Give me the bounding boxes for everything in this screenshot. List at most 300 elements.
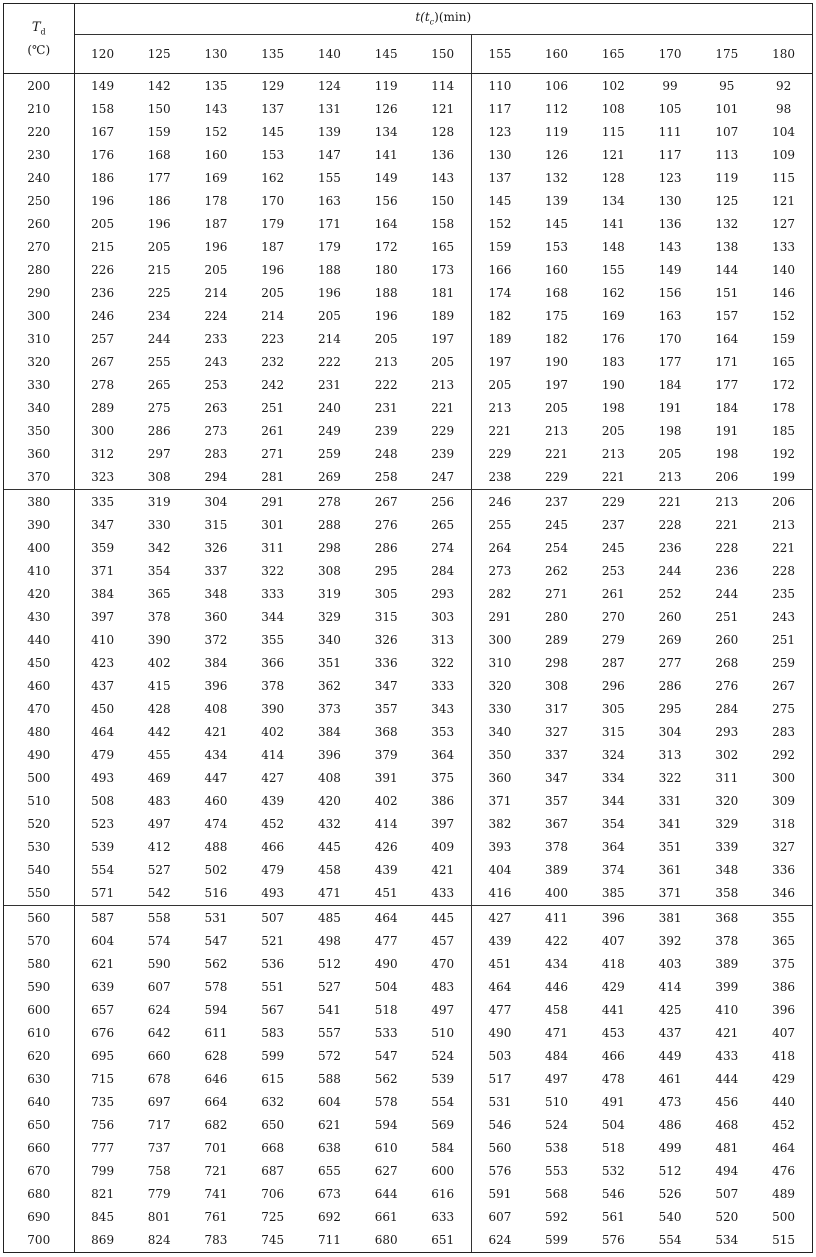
table-cell: 261 <box>261 423 285 438</box>
table-cell: 145 <box>261 124 285 139</box>
table-cell: 638 <box>317 1140 341 1155</box>
table-cell: 222 <box>317 354 341 369</box>
table-row <box>4 327 812 350</box>
table-cell: 115 <box>601 124 625 139</box>
table-cell: 177 <box>658 354 682 369</box>
table-cell: 354 <box>147 563 171 578</box>
table-cell: 628 <box>204 1048 228 1063</box>
table-cell: 368 <box>374 724 398 739</box>
table-cell: 604 <box>317 1094 341 1109</box>
table-cell: 129 <box>261 78 285 93</box>
table-cell: 291 <box>261 494 285 509</box>
table-cell: 214 <box>317 331 341 346</box>
table-cell: 488 <box>204 839 228 854</box>
table-cell: 444 <box>715 1071 739 1086</box>
table-cell: 331 <box>658 793 682 808</box>
table-cell: 102 <box>601 78 625 93</box>
table-cell: 153 <box>261 147 285 162</box>
table-cell: 158 <box>91 101 115 116</box>
table-cell: 139 <box>545 193 568 208</box>
table-cell: 229 <box>488 446 512 461</box>
table-cell: 251 <box>772 632 796 647</box>
table-cell: 196 <box>204 239 228 254</box>
row-header-td: 670 <box>4 1159 74 1182</box>
table-cell: 541 <box>317 1002 341 1017</box>
table-cell: 136 <box>658 216 682 231</box>
row-header-td: 700 <box>4 1228 74 1252</box>
table-cell: 478 <box>601 1071 625 1086</box>
table-cell: 165 <box>772 354 796 369</box>
table-cell: 253 <box>601 563 625 578</box>
table-cell: 163 <box>317 193 341 208</box>
table-cell: 410 <box>91 632 115 647</box>
table-cell: 346 <box>755 881 812 905</box>
table-cell: 396 <box>204 678 228 693</box>
table-cell: 132 <box>545 170 568 185</box>
table-cell: 130 <box>488 147 512 162</box>
table-cell: 735 <box>91 1094 115 1109</box>
table-cell: 498 <box>317 933 341 948</box>
table-cell: 260 <box>658 609 682 624</box>
table-cell: 433 <box>415 881 472 905</box>
table-cell: 128 <box>601 170 625 185</box>
table-cell: 477 <box>374 933 398 948</box>
table-cell: 126 <box>374 101 398 116</box>
table-cell: 275 <box>772 701 796 716</box>
table-cell: 353 <box>415 720 472 743</box>
table-cell: 329 <box>317 609 341 624</box>
table-cell: 319 <box>317 586 341 601</box>
table-row <box>4 697 812 720</box>
table-row <box>4 1205 812 1228</box>
table-cell: 255 <box>488 517 512 532</box>
table-cell: 451 <box>358 881 415 905</box>
table-cell: 351 <box>317 655 341 670</box>
table-cell: 189 <box>488 331 512 346</box>
row-header-td: 280 <box>4 258 74 281</box>
table-row <box>4 212 812 235</box>
table-cell: 243 <box>772 609 796 624</box>
table-row <box>4 465 812 489</box>
table-cell: 305 <box>601 701 625 716</box>
row-header-td: 350 <box>4 419 74 442</box>
table-row <box>4 536 812 559</box>
table-cell: 326 <box>204 540 228 555</box>
table-cell: 484 <box>545 1048 568 1063</box>
table-cell: 777 <box>91 1140 115 1155</box>
table-cell: 265 <box>415 513 472 536</box>
table-cell: 590 <box>147 956 171 971</box>
table-cell: 553 <box>545 1163 568 1178</box>
table-cell: 300 <box>91 423 115 438</box>
table-cell: 558 <box>147 910 171 925</box>
table-row <box>4 858 812 881</box>
table-cell: 330 <box>147 517 171 532</box>
table-cell: 568 <box>545 1186 568 1201</box>
row-header-td: 200 <box>4 74 74 98</box>
row-header-td: 490 <box>4 743 74 766</box>
table-cell: 279 <box>601 632 625 647</box>
table-cell: 493 <box>244 881 301 905</box>
table-cell: 610 <box>374 1140 398 1155</box>
table-cell: 562 <box>374 1071 398 1086</box>
table-cell: 441 <box>601 1002 625 1017</box>
table-row <box>4 1090 812 1113</box>
table-cell: 190 <box>545 354 568 369</box>
table-cell: 196 <box>374 308 398 323</box>
table-row <box>4 1159 812 1182</box>
table-cell: 680 <box>374 1233 398 1248</box>
table-cell: 152 <box>488 216 512 231</box>
table-cell: 174 <box>488 285 512 300</box>
table-cell: 554 <box>415 1090 472 1113</box>
table-cell: 221 <box>545 446 568 461</box>
table-cell: 245 <box>545 517 568 532</box>
table-cell: 373 <box>317 701 341 716</box>
table-cell: 140 <box>772 262 796 277</box>
table-cell: 357 <box>374 701 398 716</box>
table-cell: 381 <box>658 910 682 925</box>
table-cell: 355 <box>261 632 285 647</box>
table-cell: 521 <box>261 933 285 948</box>
table-cell: 286 <box>658 678 682 693</box>
table-cell: 354 <box>601 816 625 831</box>
table-cell: 300 <box>772 770 796 785</box>
table-cell: 244 <box>147 331 171 346</box>
table-cell: 159 <box>488 239 512 254</box>
table-cell: 524 <box>545 1117 568 1132</box>
table-cell: 717 <box>147 1117 171 1132</box>
column-header-row <box>4 35 812 74</box>
table-cell: 198 <box>715 446 739 461</box>
table-cell: 692 <box>317 1209 341 1224</box>
row-header-td: 600 <box>4 998 74 1021</box>
row-header-td: 370 <box>4 465 74 489</box>
table-cell: 147 <box>317 147 341 162</box>
table-cell: 510 <box>415 1021 472 1044</box>
table-row <box>4 350 812 373</box>
table-cell: 141 <box>601 216 625 231</box>
table-cell: 291 <box>488 609 512 624</box>
row-header-td: 460 <box>4 674 74 697</box>
table-cell: 213 <box>715 494 739 509</box>
table-cell: 162 <box>261 170 285 185</box>
table-cell: 229 <box>528 465 585 489</box>
table-cell: 503 <box>488 1048 512 1063</box>
column-header: 180 <box>755 35 812 74</box>
table-cell: 384 <box>204 655 228 670</box>
table-cell: 526 <box>658 1186 682 1201</box>
table-cell: 518 <box>374 1002 398 1017</box>
table-cell: 139 <box>317 124 341 139</box>
table-cell: 607 <box>147 979 171 994</box>
table-cell: 362 <box>317 678 341 693</box>
table-cell: 221 <box>415 396 472 419</box>
table-cell: 187 <box>261 239 285 254</box>
table-cell: 402 <box>261 724 285 739</box>
table-cell: 298 <box>545 655 568 670</box>
table-cell: 644 <box>374 1186 398 1201</box>
table-cell: 410 <box>715 1002 739 1017</box>
table-cell: 221 <box>585 465 642 489</box>
table-cell: 639 <box>91 979 115 994</box>
table-cell: 399 <box>715 979 739 994</box>
table-cell: 221 <box>488 423 512 438</box>
time-header-cell: $t(t_c)(\min)$ <box>74 4 812 35</box>
table-cell: 168 <box>147 147 171 162</box>
row-header-td: 580 <box>4 952 74 975</box>
table-cell: 497 <box>545 1071 568 1086</box>
table-cell: 411 <box>545 910 568 925</box>
table-cell: 156 <box>374 193 398 208</box>
table-cell: 238 <box>471 465 528 489</box>
row-header-td: 620 <box>4 1044 74 1067</box>
table-cell: 197 <box>488 354 512 369</box>
table-cell: 350 <box>488 747 512 762</box>
table-cell: 225 <box>147 285 171 300</box>
table-cell: 464 <box>772 1140 796 1155</box>
table-cell: 167 <box>91 124 115 139</box>
table-row <box>4 952 812 975</box>
table-cell: 434 <box>545 956 568 971</box>
table-cell: 119 <box>545 124 568 139</box>
table-cell: 234 <box>147 308 171 323</box>
table-cell: 158 <box>415 212 472 235</box>
table-cell: 125 <box>715 193 739 208</box>
table-cell: 471 <box>301 881 358 905</box>
table-cell: 213 <box>374 354 398 369</box>
table-cell: 185 <box>772 423 796 438</box>
table-cell: 124 <box>317 78 341 93</box>
table-cell: 107 <box>715 124 739 139</box>
table-cell: 292 <box>772 747 796 762</box>
table-cell: 414 <box>658 979 682 994</box>
table-cell: 337 <box>545 747 568 762</box>
table-cell: 270 <box>601 609 625 624</box>
table-cell: 184 <box>658 377 682 392</box>
table-cell: 364 <box>601 839 625 854</box>
table-cell: 239 <box>415 442 472 465</box>
table-cell: 360 <box>488 770 512 785</box>
table-cell: 650 <box>261 1117 285 1132</box>
table-cell: 213 <box>415 373 472 396</box>
table-cell: 289 <box>545 632 568 647</box>
table-cell: 539 <box>415 1067 472 1090</box>
table-cell: 138 <box>715 239 739 254</box>
table-cell: 527 <box>317 979 341 994</box>
table-cell: 206 <box>698 465 755 489</box>
table-cell: 173 <box>415 258 472 281</box>
row-header-td: 680 <box>4 1182 74 1205</box>
table-row <box>4 189 812 212</box>
table-cell: 415 <box>147 678 171 693</box>
table-cell: 547 <box>374 1048 398 1063</box>
table-cell: 172 <box>374 239 398 254</box>
table-cell: 397 <box>415 812 472 835</box>
table-cell: 569 <box>415 1113 472 1136</box>
table-cell: 295 <box>374 563 398 578</box>
table-row <box>4 975 812 998</box>
table-cell: 697 <box>147 1094 171 1109</box>
table-cell: 284 <box>715 701 739 716</box>
table-cell: 164 <box>374 216 398 231</box>
table-cell: 442 <box>147 724 171 739</box>
table-cell: 205 <box>91 216 115 231</box>
table-cell: 213 <box>772 517 796 532</box>
table-cell: 271 <box>545 586 568 601</box>
table-cell: 429 <box>772 1071 796 1086</box>
table-cell: 439 <box>261 793 285 808</box>
table-cell: 273 <box>204 423 228 438</box>
table-cell: 141 <box>374 147 398 162</box>
table-cell: 375 <box>415 766 472 789</box>
table-cell: 296 <box>601 678 625 693</box>
table-cell: 159 <box>772 331 796 346</box>
row-header-td: 230 <box>4 143 74 166</box>
table-cell: 379 <box>374 747 398 762</box>
table-cell: 421 <box>415 858 472 881</box>
table-row <box>4 442 812 465</box>
table-cell: 322 <box>415 651 472 674</box>
table-cell: 327 <box>545 724 568 739</box>
table-cell: 682 <box>204 1117 228 1132</box>
table-cell: 427 <box>488 910 512 925</box>
table-cell: 178 <box>772 400 796 415</box>
table-cell: 799 <box>91 1163 115 1178</box>
table-cell: 298 <box>317 540 341 555</box>
table-row <box>4 812 812 835</box>
table-cell: 206 <box>772 494 796 509</box>
table-cell: 382 <box>488 816 512 831</box>
table-cell: 240 <box>317 400 341 415</box>
table-row <box>4 789 812 812</box>
table-cell: 397 <box>91 609 115 624</box>
table-cell: 112 <box>545 101 568 116</box>
table-cell: 322 <box>658 770 682 785</box>
table-cell: 524 <box>415 1044 472 1067</box>
table-cell: 621 <box>317 1117 341 1132</box>
table-cell: 758 <box>147 1163 171 1178</box>
table-cell: 437 <box>91 678 115 693</box>
table-cell: 267 <box>772 678 796 693</box>
table-cell: 490 <box>374 956 398 971</box>
table-cell: 347 <box>545 770 568 785</box>
table-row <box>4 1228 812 1252</box>
table-cell: 117 <box>658 147 682 162</box>
table-cell: 470 <box>415 952 472 975</box>
table-cell: 368 <box>715 910 739 925</box>
table-cell: 182 <box>488 308 512 323</box>
table-cell: 281 <box>244 465 301 489</box>
column-header: 140 <box>301 35 358 74</box>
table-cell: 143 <box>204 101 228 116</box>
table-cell: 483 <box>147 793 171 808</box>
table-cell: 538 <box>545 1140 568 1155</box>
table-row <box>4 235 812 258</box>
table-cell: 491 <box>601 1094 625 1109</box>
table-cell: 221 <box>772 540 796 555</box>
table-cell: 562 <box>204 956 228 971</box>
table-cell: 134 <box>601 193 625 208</box>
table-cell: 371 <box>642 881 699 905</box>
table-cell: 176 <box>601 331 625 346</box>
table-cell: 466 <box>601 1048 625 1063</box>
table-cell: 168 <box>545 285 568 300</box>
table-cell: 196 <box>317 285 341 300</box>
table-cell: 205 <box>317 308 341 323</box>
table-cell: 205 <box>147 239 171 254</box>
table-cell: 196 <box>91 193 115 208</box>
table-cell: 510 <box>545 1094 568 1109</box>
table-cell: 578 <box>204 979 228 994</box>
table-cell: 310 <box>488 655 512 670</box>
table-cell: 231 <box>374 400 398 415</box>
table-cell: 378 <box>545 839 568 854</box>
table-cell: 531 <box>488 1094 512 1109</box>
table-cell: 551 <box>261 979 285 994</box>
table-body <box>4 74 812 1253</box>
row-header-td: 450 <box>4 651 74 674</box>
table-cell: 317 <box>545 701 568 716</box>
row-header-td: 320 <box>4 350 74 373</box>
table-cell: 264 <box>488 540 512 555</box>
table-cell: 554 <box>91 862 115 877</box>
table-cell: 182 <box>545 331 568 346</box>
table-cell: 450 <box>91 701 115 716</box>
column-header: 150 <box>415 35 472 74</box>
table-cell: 512 <box>658 1163 682 1178</box>
row-header-td: 500 <box>4 766 74 789</box>
column-header: 175 <box>698 35 755 74</box>
table-cell: 378 <box>715 933 739 948</box>
table-cell: 469 <box>147 770 171 785</box>
table-cell: 166 <box>488 262 512 277</box>
table-cell: 229 <box>601 494 625 509</box>
table-cell: 725 <box>261 1209 285 1224</box>
table-cell: 741 <box>204 1186 228 1201</box>
table-cell: 449 <box>658 1048 682 1063</box>
table-cell: 483 <box>415 975 472 998</box>
table-row <box>4 929 812 952</box>
table-cell: 289 <box>91 400 115 415</box>
table-cell: 137 <box>261 101 285 116</box>
table-cell: 408 <box>317 770 341 785</box>
table-cell: 678 <box>147 1071 171 1086</box>
row-header-td: 270 <box>4 235 74 258</box>
table-cell: 386 <box>772 979 796 994</box>
table-cell: 213 <box>488 400 512 415</box>
table-cell: 189 <box>415 304 472 327</box>
table-cell: 412 <box>147 839 171 854</box>
table-cell: 223 <box>261 331 285 346</box>
table-cell: 583 <box>261 1025 285 1040</box>
table-cell: 365 <box>147 586 171 601</box>
table-cell: 339 <box>715 839 739 854</box>
table-cell: 494 <box>715 1163 739 1178</box>
table-cell: 259 <box>772 655 796 670</box>
table-cell: 164 <box>715 331 739 346</box>
table-cell: 737 <box>147 1140 171 1155</box>
table-cell: 428 <box>147 701 171 716</box>
table-cell: 358 <box>698 881 755 905</box>
table-cell: 236 <box>91 285 115 300</box>
table-cell: 121 <box>601 147 625 162</box>
table-cell: 359 <box>91 540 115 555</box>
table-cell: 229 <box>415 419 472 442</box>
table-cell: 205 <box>488 377 512 392</box>
table-cell: 233 <box>204 331 228 346</box>
table-cell: 539 <box>91 839 115 854</box>
